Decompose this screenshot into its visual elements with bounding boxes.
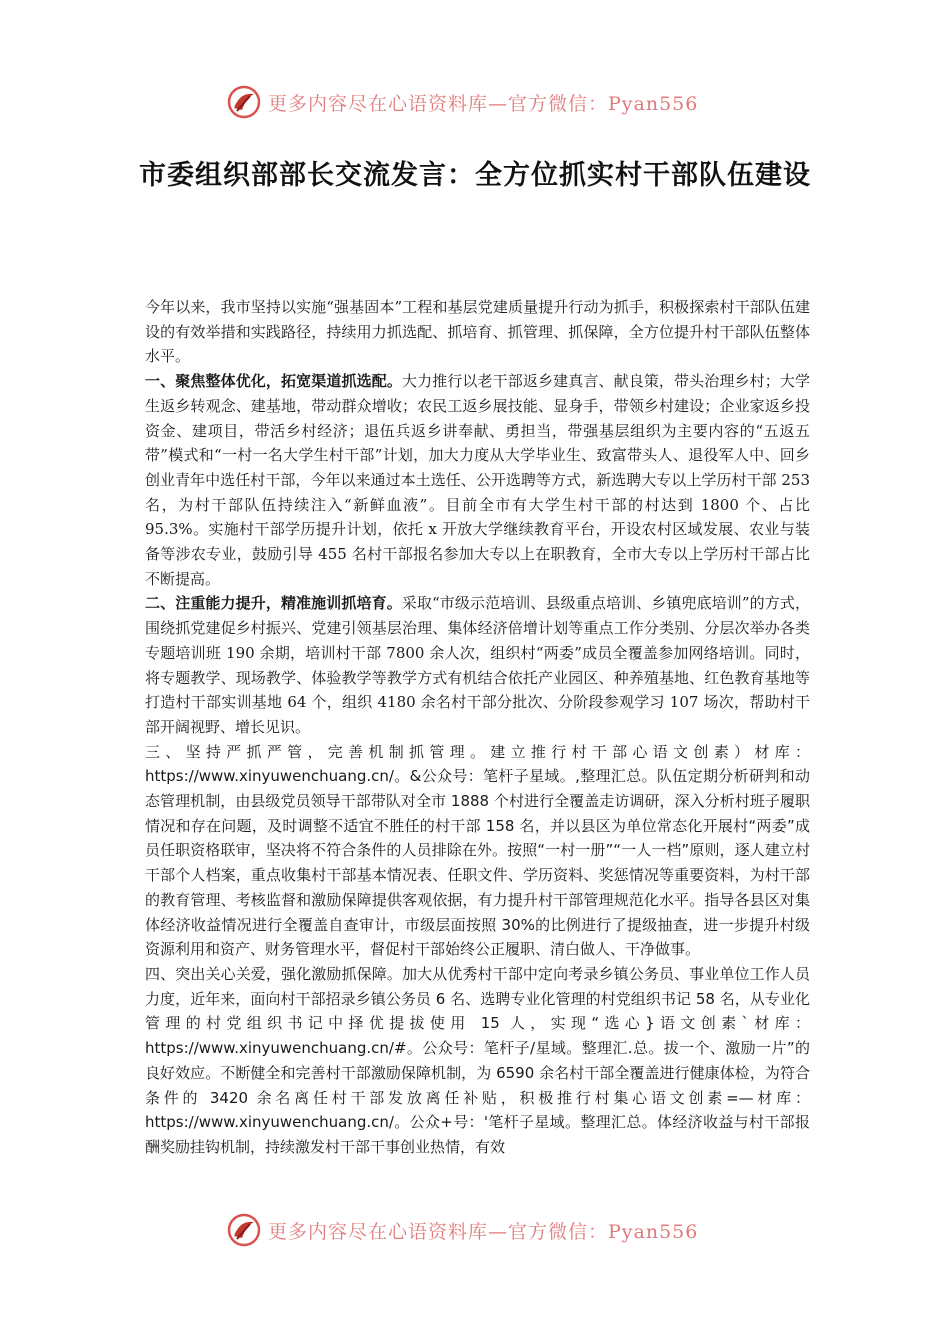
section-2-text: 采取“市级示范培训、县级重点培训、乡镇兜底培训”的方式，围绕抓党建促乡村振兴、党建引领基层治理、集体经济倍增计划等重点工作分类别、分层次举办各类专题培训班 190 余期，培训村干部 7800 余人次，组织村“两委”成员全覆盖参加网络培训。同时，将专题教学、现场教学、体验教学等教学方式有机结合依托产业园区、种养殖基地、红色教育基地等打造村干部实训基地 64 个，组织 4180 余名村干部分批次、分阶段参观学习 107 场次，帮助村干部开阔视野、增长见识。: [145, 594, 810, 736]
section-4-text: 四、突出关心关爱，强化激励抓保障。加大从优秀村干部中定向考录乡镇公务员、事业单位工作人员力度，近年来，面向村干部招录乡镇公务员 6 名、选聘专业化管理的村党组织书记 58 名，从专业化管理的村党组织书记中择优提拔使用 15 人，实现“选心}语文创素`材库：https://www.xinyuwenchuang.cn/#。公众号：笔杆子/星域。整理汇.总。拔一个、激励一片”的良好效应。不断健全和完善村干部激励保障机制，为 6590 余名村干部全覆盖进行健康体检，为符合条件的 3420 余名离任村干部发放离任补贴，积极推行村集心语文创素=—材库：https://www.xinyuwenchuang.cn/。公众+号：'笔杆子星域。整理汇总。体经济收益与村干部报酬奖励挂钩机制，持续激发村干部干事创业热情，有效: [145, 964, 810, 1156]
intro-paragraph: 今年以来，我市坚持以实施“强基固本”工程和基层党建质量提升行动为抓手，积极探索村干部队伍建设的有效举措和实践路径，持续用力抓选配、抓培育、抓管理、抓保障，全方位提升村干部队伍整体水平。: [145, 298, 810, 366]
section-1: [145, 369, 810, 591]
footer-banner-text: 更多内容尽在心语资料库—官方微信：Pyan556: [268, 1220, 699, 1243]
section-1-heading: 一、聚焦整体优化，拓宽渠道抓选配。: [145, 372, 402, 391]
footer-banner[interactable]: [226, 1210, 746, 1250]
section-3: [145, 740, 810, 962]
section-1-text: 大力推行以老干部返乡建真言、献良策，带头治理乡村；大学生返乡转观念、建基地，带动群众增收；农民工返乡展技能、显身手，带领乡村建设；企业家返乡投资金、建项目，带活乡村经济；退伍兵返乡讲奉献、勇担当，带强基层组织为主要内容的“五返五带”模式和“一村一名大学生村干部”计划，加大力度从大学毕业生、致富带头人、退役军人中、回乡创业青年中选任村干部，今年以来通过本土选任、公开选聘等方式，新选聘大专以上学历村干部 253 名，为村干部队伍持续注入“新鲜血液”。目前全市有大学生村干部的村达到 1800 个、占比 95.3%。实施村干部学历提升计划，依托 x 开放大学继续教育平台，开设农村区域发展、农业与装备等涉农专业，鼓励引导 455 名村干部报名参加大专以上在职教育，全市大专以上学历村干部占比不断提高。: [145, 372, 810, 588]
section-4: [145, 962, 810, 1160]
section-2: [145, 591, 810, 739]
logo-icon: [226, 1212, 262, 1248]
logo-icon: [226, 84, 262, 120]
document-body: [145, 295, 810, 1160]
page-title: 市委组织部部长交流发言：全方位抓实村干部队伍建设: [139, 160, 811, 191]
section-3-text: 三、坚持严抓严管，完善机制抓管理。建立推行村干部心语文创素）材库：https://www.xinyuwenchuang.cn/。&公众号：笔杆子星域。,整理汇总。队伍定期分析研判和动态管理机制，由县级党员领导干部带队对全市 1888 个村进行全覆盖走访调研，深入分析村班子履职情况和存在问题，及时调整不适宜不胜任的村干部 158 名，并以县区为单位常态化开展村“两委”成员任职资格联审，坚决将不符合条件的人员排除在外。按照“一村一册”“一人一档”原则，逐人建立村干部个人档案，重点收集村干部基本情况表、任职文件、学历资料、奖惩情况等重要资料，为村干部的教育管理、考核监督和激励保障提供客观依据，有力提升村干部管理规范化水平。指导各县区对集体经济收益情况进行全覆盖自查审计，市级层面按照 30%的比例进行了提级抽查，进一步提升村级资源利用和资产、财务管理水平，督促村干部始终公正履职、清白做人、干净做事。: [145, 742, 810, 959]
section-2-heading: 二、注重能力提升，精准施训抓培育。: [145, 594, 402, 613]
header-banner[interactable]: [226, 82, 746, 122]
header-banner-text: 更多内容尽在心语资料库—官方微信：Pyan556: [268, 92, 699, 115]
